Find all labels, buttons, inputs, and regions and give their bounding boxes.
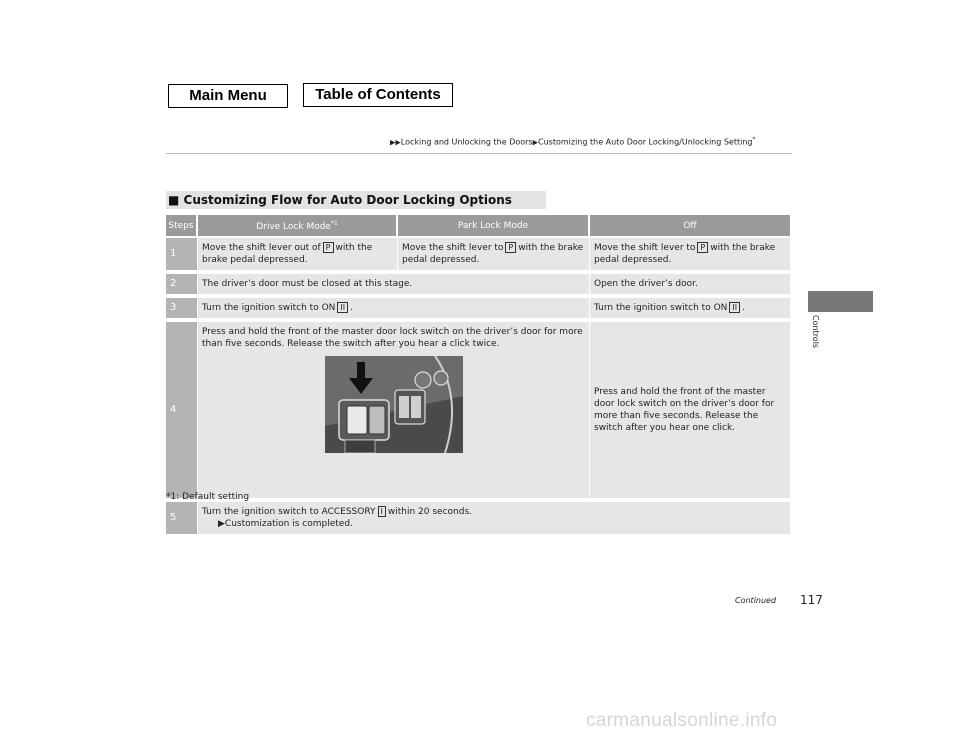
header-drive-lock-mode: Drive Lock Mode$^{*1}$ (198, 215, 398, 238)
table-row (166, 298, 790, 322)
table-header-row (166, 215, 790, 238)
table-row (166, 274, 790, 298)
breadcrumb-arrow-icon: ▶▶ (390, 138, 401, 147)
table-row (166, 322, 790, 502)
section-marker-icon: ■ (168, 193, 180, 207)
watermark: carmanualsonline.info (586, 710, 778, 731)
row4-instruction: Press and hold the front of the master door lock switch on the driver’s door for more than five seconds. Release the switch after you hear a click twice. (202, 327, 583, 349)
row4-off-cell: Press and hold the front of the master door lock switch on the driver’s door for more than five seconds. Release the switch after you hear one click. (590, 322, 790, 502)
row2-off-cell: Open the driver’s door. (590, 274, 790, 298)
ignition-accessory-key-icon: I (378, 506, 386, 517)
footnote: *1: Default setting (166, 492, 250, 502)
breadcrumb-link-customizing[interactable]: Customizing the Auto Door Locking/Unlocking Setting (538, 137, 753, 147)
header-park-lock-mode: Park Lock Mode (398, 215, 590, 238)
breadcrumb (390, 136, 756, 147)
breadcrumb-link-locking[interactable]: Locking and Unlocking the Doors (400, 137, 533, 147)
main-menu-button[interactable]: Main Menu (168, 84, 288, 108)
row3-off-cell: Turn the ignition switch to ON II . (590, 298, 790, 322)
table-row (166, 502, 790, 538)
result-arrow-icon: ▶ (218, 519, 225, 529)
row1-drive-cell: Move the shift lever out of P with the brake pedal depressed. (198, 238, 398, 274)
step-number: 5 (166, 502, 198, 538)
continued-label: Continued (735, 596, 777, 605)
section-title-text: Customizing Flow for Auto Door Locking Options (183, 193, 512, 207)
page-number: 117 (800, 593, 823, 607)
table-row (166, 238, 790, 274)
step-number: 1 (166, 238, 198, 274)
section-title (166, 191, 546, 209)
step-number: 2 (166, 274, 198, 298)
ignition-on-key-icon: II (337, 302, 348, 313)
row5-cell: Turn the ignition switch to ACCESSORY I within 20 seconds. ▶Customization is completed. (198, 502, 790, 538)
step-number: 4 (166, 322, 198, 502)
breadcrumb-arrow-icon: ▶ (532, 138, 538, 147)
customizing-flow-table (166, 215, 790, 538)
step-number: 3 (166, 298, 198, 322)
row1-off-cell: Move the shift lever to P with the brake pedal depressed. (590, 238, 790, 274)
row3-drive-park-cell: Turn the ignition switch to ON II . (198, 298, 590, 322)
breadcrumb-footnote-mark: * (752, 136, 756, 143)
shift-p-key-icon: P (697, 242, 708, 253)
header-steps: Steps (166, 215, 198, 238)
header-divider (166, 153, 792, 154)
shift-p-key-icon: P (505, 242, 516, 253)
section-side-label: Controls (811, 315, 820, 349)
row4-drive-park-cell (198, 322, 590, 502)
ignition-on-key-icon: II (729, 302, 740, 313)
result-note: Customization is completed. (224, 519, 353, 529)
row1-park-cell: Move the shift lever to P with the brake pedal depressed. (398, 238, 590, 274)
table-of-contents-button[interactable]: Table of Contents (303, 83, 453, 107)
door-lock-switch-illustration (325, 356, 463, 453)
section-side-tab (808, 291, 873, 312)
row2-drive-park-cell: The driver’s door must be closed at this stage. (198, 274, 590, 298)
header-off: Off (590, 215, 790, 238)
shift-p-key-icon: P (323, 242, 334, 253)
